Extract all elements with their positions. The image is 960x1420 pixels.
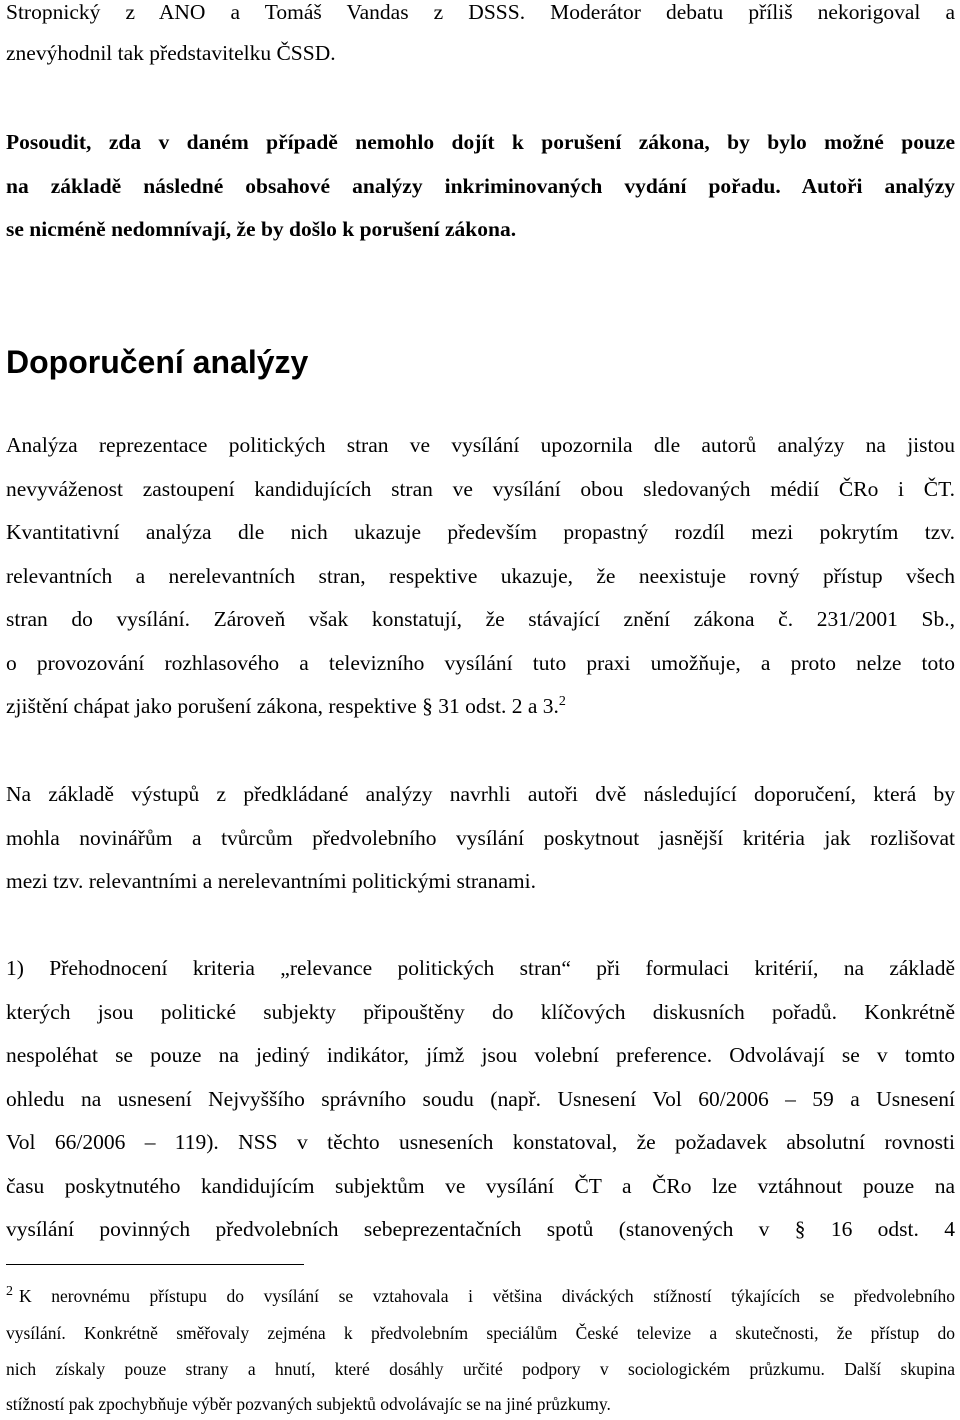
bold-paragraph-line-1: Posoudit, zda v daném případě nemohlo dojít k porušení zákona, by bylo možné pouze	[6, 130, 955, 154]
para1-line-7	[6, 691, 955, 721]
footnote-line-1	[6, 1283, 955, 1309]
para1-line-4: relevantních a nerelevantních stran, respektive ukazuje, že neexistuje rovný přístup všech	[6, 564, 955, 588]
footnote-separator	[6, 1264, 304, 1265]
intro-line-2: znevýhodnil tak představitelku ČSSD.	[6, 41, 336, 65]
para3-line-1: 1) Přehodnocení kriteria „relevance politických stran“ při formulaci kritérií, na základě	[6, 956, 955, 980]
para1-line-3: Kvantitativní analýza dle nich ukazuje především propastný rozdíl mezi pokrytím tzv.	[6, 520, 955, 544]
para3-line-2: kterých jsou politické subjekty připouštěny do klíčových diskusních pořadů. Konkrétně	[6, 1000, 955, 1024]
section-heading: Doporučení analýzy	[6, 344, 309, 380]
para1-line-1: Analýza reprezentace politických stran ve vysílání upozornila dle autorů analýzy na jistou	[6, 433, 955, 457]
para1-line-7-text: zjištění chápat jako porušení zákona, respektive § 31 odst. 2 a 3.	[6, 694, 559, 718]
para2-line-1: Na základě výstupů z předkládané analýzy navrhli autoři dvě následující doporučení, která by	[6, 782, 955, 806]
intro-line-1: Stropnický z ANO a Tomáš Vandas z DSSS. Moderátor debatu příliš nekorigoval a	[6, 0, 955, 24]
footnote-reference: 2	[558, 693, 566, 709]
bold-paragraph-line-2: na základě následné obsahové analýzy inkriminovaných vydání pořadu. Autoři analýzy	[6, 174, 955, 198]
para1-line-5: stran do vysílání. Zároveň však konstatují, že stávající znění zákona č. 231/2001 Sb.,	[6, 607, 955, 631]
footnote-line-3: nich získaly pouze strany a hnutí, které dosáhly určité podpory v sociologickém průzkumu. Další skupina	[6, 1359, 955, 1379]
footnote-line-4: stížností pak zpochybňuje výběr pozvaných subjektů odvolávajíc se na jiné průzkumy.	[6, 1394, 611, 1414]
footnote-mark: 2	[6, 1284, 13, 1300]
footnote-line-1-text: K nerovnému přístupu do vysílání se vztahovala i většina diváckých stížností týkajících se předvolebního	[19, 1286, 955, 1306]
para1-line-2: nevyváženost zastoupení kandidujících stran ve vysílání obou sledovaných médií ČRo i ČT.	[6, 477, 955, 501]
para3-line-7: vysílání povinných předvolebních sebeprezentačních spotů (stanovených v § 16 odst. 4	[6, 1217, 955, 1241]
para3-line-6: času poskytnutého kandidujícím subjektům ve vysílání ČT a ČRo lze vztáhnout pouze na	[6, 1174, 955, 1198]
footnote-line-2: vysílání. Konkrétně směřovaly zejména k předvolebním speciálům České televize a skutečnosti, že přístup do	[6, 1323, 955, 1343]
para3-line-5: Vol 66/2006 – 119). NSS v těchto usneseních konstatoval, že požadavek absolutní rovnosti	[6, 1130, 955, 1154]
para3-line-4: ohledu na usnesení Nejvyššího správního soudu (např. Usnesení Vol 60/2006 – 59 a Usnesení	[6, 1087, 955, 1111]
bold-paragraph-line-3: se nicméně nedomnívají, že by došlo k porušení zákona.	[6, 217, 517, 241]
para3-line-3: nespoléhat se pouze na jediný indikátor, jímž jsou volební preference. Odvolávají se v tomto	[6, 1043, 955, 1067]
para2-line-2: mohla novinářům a tvůrcům předvolebního vysílání poskytnout jasnější kritéria jak rozlišovat	[6, 826, 955, 850]
para2-line-3: mezi tzv. relevantními a nerelevantními politickými stranami.	[6, 869, 536, 893]
para1-line-6: o provozování rozhlasového a televizního vysílání tuto praxi umožňuje, a proto nelze toto	[6, 651, 955, 675]
